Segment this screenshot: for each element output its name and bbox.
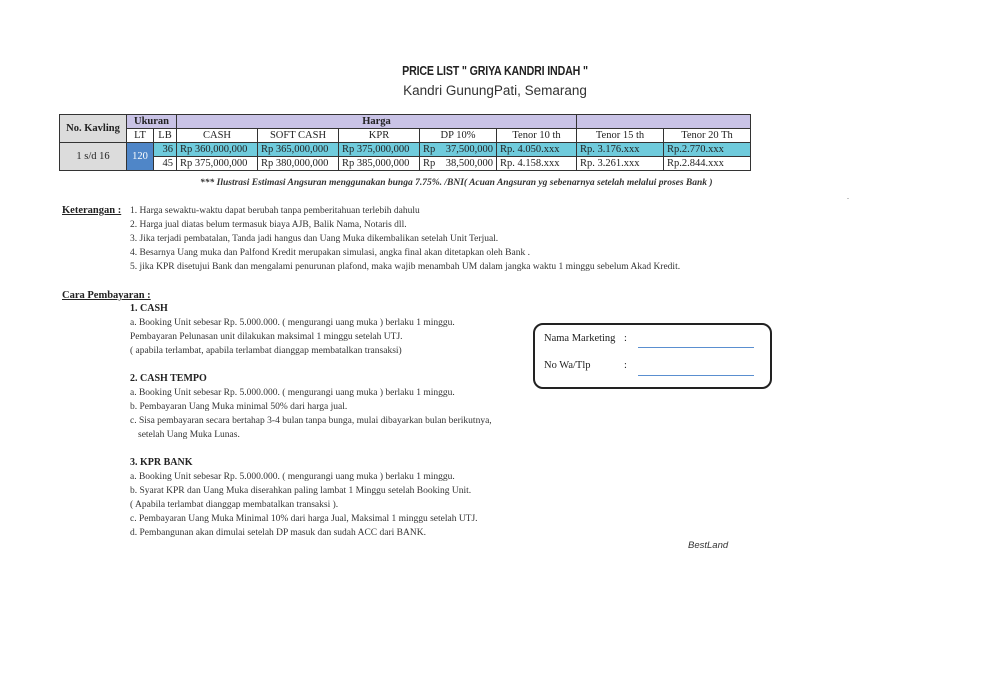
- header-dp: DP 10%: [420, 129, 497, 143]
- lb-cell: 45: [154, 157, 177, 171]
- keterangan-item: 5. jika KPR disetujui Bank dan mengalami penurunan plafond, maka wajib menambah UM dalam jangka waktu 1 minggu sebelum Akad Kredit.: [130, 262, 681, 272]
- cash-section-title: 1. CASH: [130, 303, 168, 314]
- cash-cell: Rp 360,000,000: [177, 143, 258, 157]
- tenor-20-cell: Rp.2.844.xxx: [664, 157, 751, 171]
- phone-field[interactable]: [638, 375, 754, 376]
- marketing-label: Nama Marketing: [544, 333, 616, 344]
- kpr-line: d. Pembangunan akan dimulai setelah DP masuk dan sudah ACC dari BANK.: [130, 528, 426, 538]
- tenor-10-cell: Rp. 4.158.xxx: [497, 157, 577, 171]
- header-ukuran: Ukuran: [127, 115, 177, 129]
- marketing-colon: :: [624, 333, 627, 344]
- keterangan-item: 4. Besarnya Uang muka dan Palfond Kredit merupakan simulasi, angka final akan ditetapkan oleh Bank .: [130, 248, 530, 258]
- header-harga: Harga: [177, 115, 577, 129]
- phone-colon: :: [624, 360, 627, 371]
- header-tenor-10: Tenor 10 th: [497, 129, 577, 143]
- phone-label: No Wa/Tlp: [544, 360, 591, 371]
- cash-line: Pembayaran Pelunasan unit dilakukan maksimal 1 minggu setelah UTJ.: [130, 332, 403, 342]
- header-cash: CASH: [177, 129, 258, 143]
- keterangan-item: 1. Harga sewaktu-waktu dapat berubah tanpa pemberitahuan terlebih dahulu: [130, 206, 420, 216]
- kpr-cell: Rp 375,000,000: [339, 143, 420, 157]
- dp-value: 38,500,000: [445, 158, 493, 169]
- header-tenor-20: Tenor 20 Th: [664, 129, 751, 143]
- table-row: [60, 143, 751, 157]
- kpr-line: ( Apabila terlambat dianggap membatalkan transaksi ).: [130, 500, 339, 510]
- contact-box: [533, 323, 772, 389]
- tenor-10-cell: Rp. 4.050.xxx: [497, 143, 577, 157]
- header-soft-cash: SOFT CASH: [258, 129, 339, 143]
- header-no-kavling: No. Kavling: [60, 115, 127, 143]
- marketing-name-field[interactable]: [638, 347, 754, 348]
- kpr-section-title: 3. KPR BANK: [130, 457, 193, 468]
- dp-currency: Rp: [423, 158, 436, 169]
- dp-cell: [420, 157, 497, 171]
- keterangan-label: Keterangan :: [62, 205, 122, 216]
- tenor-15-cell: Rp. 3.261.xxx: [577, 157, 664, 171]
- cash-cell: Rp 375,000,000: [177, 157, 258, 171]
- dp-cell: [420, 143, 497, 157]
- tempo-line: c. Sisa pembayaran secara bertahap 3-4 bulan tanpa bunga, mulai dibayarkan bulan berikutnya,: [130, 416, 492, 426]
- header-harga-extra: [577, 115, 751, 129]
- page-title: PRICE LIST " GRIYA KANDRI INDAH ": [402, 63, 588, 78]
- keterangan-item: 3. Jika terjadi pembatalan, Tanda jadi hangus dan Uang Muka dikembalikan setelah Unit Terjual.: [130, 234, 499, 244]
- cash-line: ( apabila terlambat, apabila terlambat dianggap membatalkan transaksi): [130, 346, 402, 356]
- cash-line: a. Booking Unit sebesar Rp. 5.000.000. ( mengurangi uang muka ) berlaku 1 minggu.: [130, 318, 455, 328]
- kpr-cell: Rp 385,000,000: [339, 157, 420, 171]
- header-kpr: KPR: [339, 129, 420, 143]
- lb-cell: 36: [154, 143, 177, 157]
- table-row: [60, 157, 751, 171]
- tempo-line: setelah Uang Muka Lunas.: [138, 430, 240, 440]
- stray-mark: .: [847, 192, 849, 201]
- kpr-line: a. Booking Unit sebesar Rp. 5.000.000. ( mengurangi uang muka ) berlaku 1 minggu.: [130, 472, 455, 482]
- interest-note: *** Ilustrasi Estimasi Angsuran menggunakan bunga 7.75%. /BNI( Acuan Angsuran yg sebenarnya setelah melalui proses Bank ): [200, 178, 713, 188]
- tempo-line: b. Pembayaran Uang Muka minimal 50% dari harga jual.: [130, 402, 348, 412]
- soft-cash-cell: Rp 380,000,000: [258, 157, 339, 171]
- header-lt: LT: [127, 129, 154, 143]
- soft-cash-cell: Rp 365,000,000: [258, 143, 339, 157]
- tenor-15-cell: Rp. 3.176.xxx: [577, 143, 664, 157]
- dp-currency: Rp: [423, 144, 436, 155]
- cara-pembayaran-label: Cara Pembayaran :: [62, 290, 151, 301]
- lt-cell: 120: [127, 143, 154, 171]
- price-table: [59, 114, 751, 171]
- tempo-section-title: 2. CASH TEMPO: [130, 373, 207, 384]
- header-lb: LB: [154, 129, 177, 143]
- page-subtitle: Kandri GunungPati, Semarang: [403, 83, 587, 98]
- kpr-line: c. Pembayaran Uang Muka Minimal 10% dari harga Jual, Maksimal 1 minggu setelah UTJ.: [130, 514, 478, 524]
- header-tenor-15: Tenor 15 th: [577, 129, 664, 143]
- tempo-line: a. Booking Unit sebesar Rp. 5.000.000. ( mengurangi uang muka ) berlaku 1 minggu.: [130, 388, 455, 398]
- dp-value: 37,500,000: [445, 144, 493, 155]
- kavling-cell: 1 s/d 16: [60, 143, 127, 171]
- tenor-20-cell: Rp.2.770.xxx: [664, 143, 751, 157]
- keterangan-item: 2. Harga jual diatas belum termasuk biaya AJB, Balik Nama, Notaris dll.: [130, 220, 407, 230]
- kpr-line: b. Syarat KPR dan Uang Muka diserahkan paling lambat 1 Minggu setelah Booking Unit.: [130, 486, 472, 496]
- brand-label: BestLand: [688, 540, 729, 551]
